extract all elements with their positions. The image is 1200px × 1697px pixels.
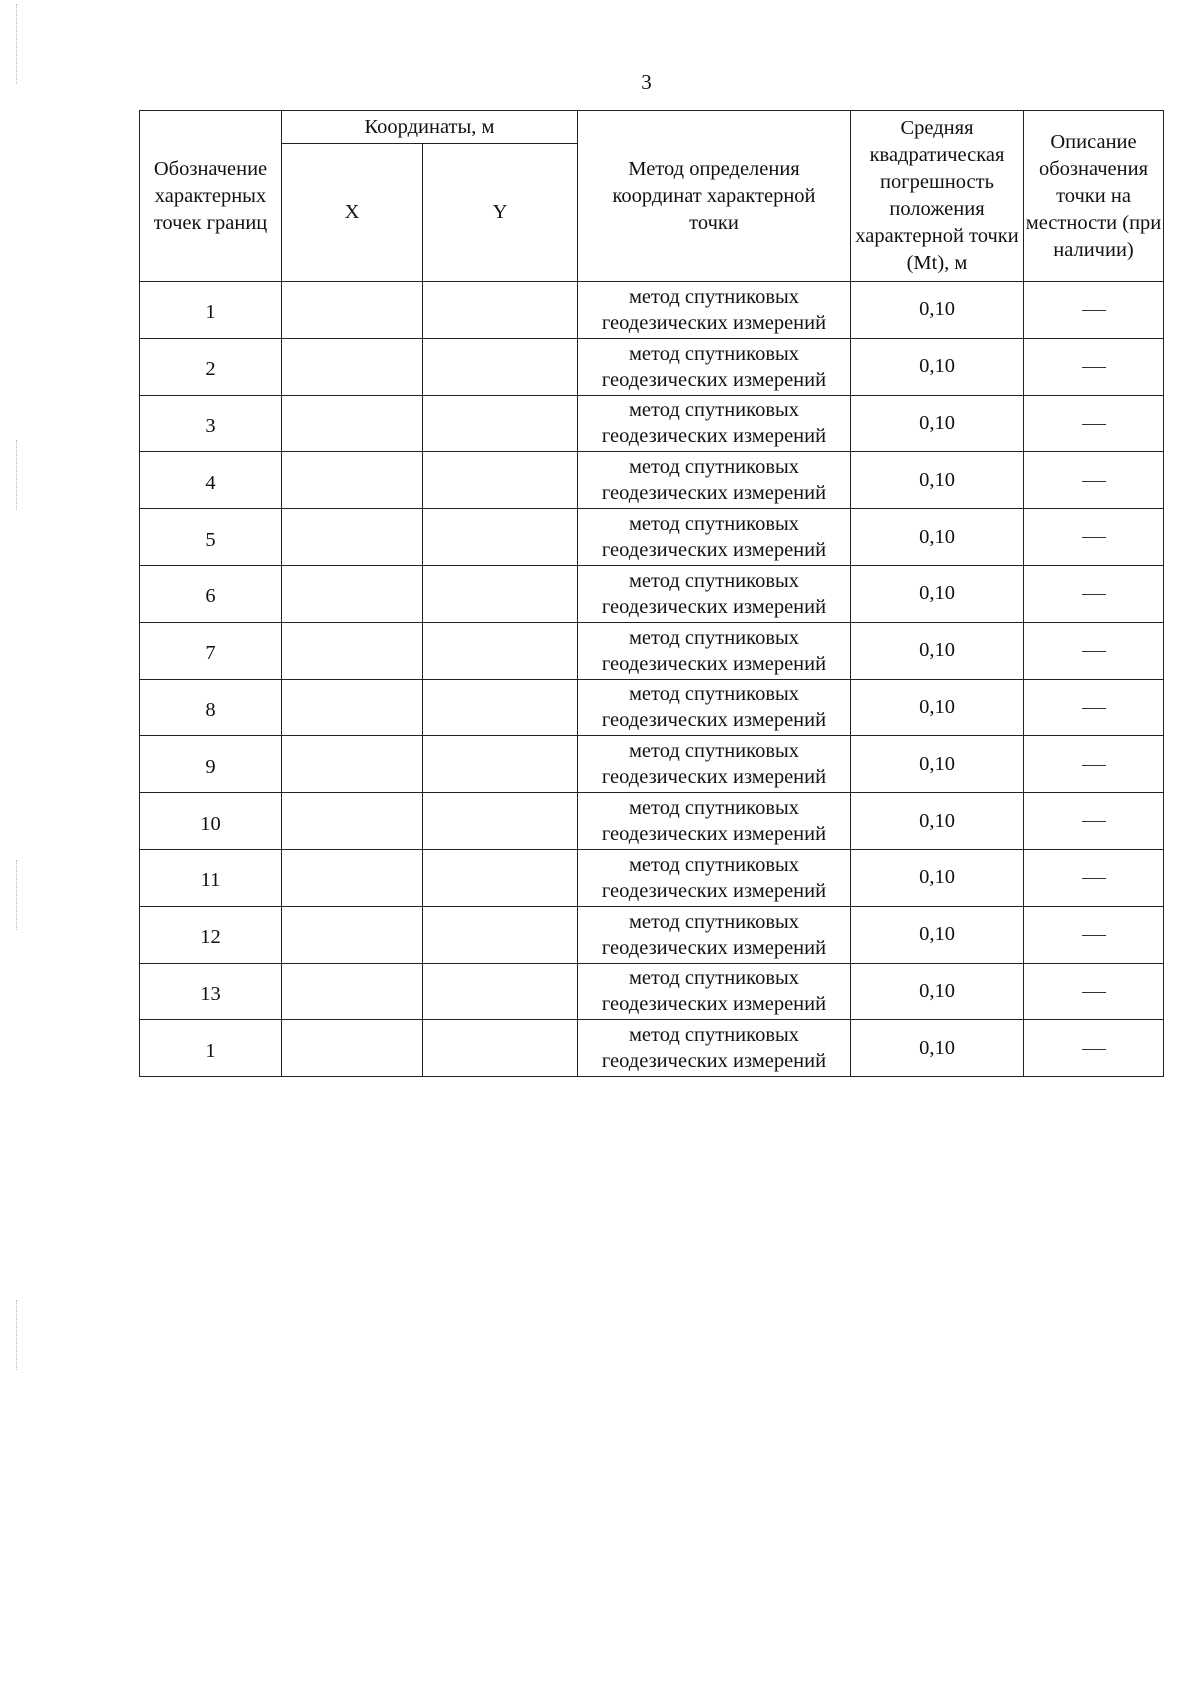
cell-x bbox=[282, 565, 423, 622]
cell-point: 11 bbox=[140, 849, 282, 906]
cell-error: 0,10 bbox=[851, 679, 1024, 736]
cell-error: 0,10 bbox=[851, 509, 1024, 566]
cell-y bbox=[423, 395, 578, 452]
scan-artifact-lower bbox=[16, 1300, 19, 1370]
cell-x bbox=[282, 338, 423, 395]
table-row bbox=[140, 565, 1164, 622]
cell-error: 0,10 bbox=[851, 565, 1024, 622]
cell-y bbox=[423, 565, 578, 622]
dash-mark bbox=[1082, 935, 1106, 936]
table-row bbox=[140, 282, 1164, 339]
cell-description bbox=[1024, 395, 1164, 452]
header-coordinates: Координаты, м bbox=[282, 111, 578, 144]
dash-mark bbox=[1082, 537, 1106, 538]
dash-mark bbox=[1082, 821, 1106, 822]
cell-x bbox=[282, 1020, 423, 1077]
cell-x bbox=[282, 622, 423, 679]
cell-point: 4 bbox=[140, 452, 282, 509]
cell-method: метод спутниковых геодезических измерений bbox=[578, 736, 851, 793]
header-method: Метод определения координат характерной точки bbox=[578, 111, 851, 282]
page-number: 3 bbox=[641, 70, 652, 94]
cell-y bbox=[423, 679, 578, 736]
cell-x bbox=[282, 679, 423, 736]
cell-error: 0,10 bbox=[851, 849, 1024, 906]
header-y: Y bbox=[423, 144, 578, 282]
cell-error: 0,10 bbox=[851, 736, 1024, 793]
cell-point: 1 bbox=[140, 282, 282, 339]
cell-error: 0,10 bbox=[851, 622, 1024, 679]
cell-method: метод спутниковых геодезических измерений bbox=[578, 338, 851, 395]
cell-x bbox=[282, 736, 423, 793]
cell-description bbox=[1024, 849, 1164, 906]
dash-mark bbox=[1082, 1049, 1106, 1050]
table-row bbox=[140, 679, 1164, 736]
cell-method: метод спутниковых геодезических измерений bbox=[578, 849, 851, 906]
cell-description bbox=[1024, 565, 1164, 622]
coordinates-table bbox=[139, 110, 1164, 1077]
cell-method: метод спутниковых геодезических измерений bbox=[578, 906, 851, 963]
cell-point: 13 bbox=[140, 963, 282, 1020]
cell-point: 2 bbox=[140, 338, 282, 395]
cell-x bbox=[282, 509, 423, 566]
cell-point: 10 bbox=[140, 793, 282, 850]
dash-mark bbox=[1082, 367, 1106, 368]
table-row bbox=[140, 1020, 1164, 1077]
scan-artifact-upper bbox=[16, 440, 19, 510]
cell-method: метод спутниковых геодезических измерений bbox=[578, 282, 851, 339]
cell-error: 0,10 bbox=[851, 452, 1024, 509]
cell-description bbox=[1024, 1020, 1164, 1077]
table-row bbox=[140, 452, 1164, 509]
table-header bbox=[140, 111, 1164, 282]
dash-mark bbox=[1082, 310, 1106, 311]
cell-y bbox=[423, 338, 578, 395]
dash-mark bbox=[1082, 481, 1106, 482]
cell-method: метод спутниковых геодезических измерений bbox=[578, 793, 851, 850]
cell-x bbox=[282, 963, 423, 1020]
cell-description bbox=[1024, 963, 1164, 1020]
dash-mark bbox=[1082, 765, 1106, 766]
cell-description bbox=[1024, 736, 1164, 793]
table-row bbox=[140, 906, 1164, 963]
cell-description bbox=[1024, 793, 1164, 850]
cell-description bbox=[1024, 509, 1164, 566]
cell-point: 1 bbox=[140, 1020, 282, 1077]
cell-method: метод спутниковых геодезических измерений bbox=[578, 963, 851, 1020]
cell-x bbox=[282, 395, 423, 452]
cell-x bbox=[282, 452, 423, 509]
dash-mark bbox=[1082, 992, 1106, 993]
cell-method: метод спутниковых геодезических измерений bbox=[578, 679, 851, 736]
cell-description bbox=[1024, 679, 1164, 736]
cell-x bbox=[282, 793, 423, 850]
cell-method: метод спутниковых геодезических измерений bbox=[578, 509, 851, 566]
table-row bbox=[140, 736, 1164, 793]
dash-mark bbox=[1082, 424, 1106, 425]
cell-error: 0,10 bbox=[851, 906, 1024, 963]
coordinates-table-container bbox=[139, 110, 1164, 1077]
cell-y bbox=[423, 1020, 578, 1077]
table-row bbox=[140, 338, 1164, 395]
cell-x bbox=[282, 906, 423, 963]
cell-error: 0,10 bbox=[851, 338, 1024, 395]
cell-y bbox=[423, 452, 578, 509]
dash-mark bbox=[1082, 594, 1106, 595]
cell-method: метод спутниковых геодезических измерений bbox=[578, 395, 851, 452]
table-row bbox=[140, 395, 1164, 452]
cell-error: 0,10 bbox=[851, 793, 1024, 850]
cell-description bbox=[1024, 906, 1164, 963]
cell-y bbox=[423, 793, 578, 850]
cell-description bbox=[1024, 452, 1164, 509]
cell-point: 9 bbox=[140, 736, 282, 793]
table-row bbox=[140, 963, 1164, 1020]
table-row bbox=[140, 509, 1164, 566]
cell-point: 6 bbox=[140, 565, 282, 622]
dash-mark bbox=[1082, 878, 1106, 879]
cell-point: 12 bbox=[140, 906, 282, 963]
header-error: Средняя квадратическая погрешность положения характерной точки (Mt), м bbox=[851, 111, 1024, 282]
scan-artifact-middle bbox=[16, 860, 19, 930]
cell-x bbox=[282, 849, 423, 906]
cell-method: метод спутниковых геодезических измерений bbox=[578, 622, 851, 679]
cell-method: метод спутниковых геодезических измерений bbox=[578, 565, 851, 622]
cell-description bbox=[1024, 282, 1164, 339]
cell-error: 0,10 bbox=[851, 282, 1024, 339]
cell-description bbox=[1024, 622, 1164, 679]
table-body bbox=[140, 282, 1164, 1077]
header-x: X bbox=[282, 144, 423, 282]
header-point: Обозначение характерных точек границ bbox=[140, 111, 282, 282]
cell-y bbox=[423, 509, 578, 566]
dash-mark bbox=[1082, 651, 1106, 652]
cell-error: 0,10 bbox=[851, 395, 1024, 452]
cell-error: 0,10 bbox=[851, 963, 1024, 1020]
table-row bbox=[140, 849, 1164, 906]
cell-point: 7 bbox=[140, 622, 282, 679]
cell-point: 8 bbox=[140, 679, 282, 736]
cell-x bbox=[282, 282, 423, 339]
cell-error: 0,10 bbox=[851, 1020, 1024, 1077]
cell-description bbox=[1024, 338, 1164, 395]
cell-y bbox=[423, 622, 578, 679]
cell-y bbox=[423, 849, 578, 906]
cell-method: метод спутниковых геодезических измерений bbox=[578, 1020, 851, 1077]
cell-point: 3 bbox=[140, 395, 282, 452]
dash-mark bbox=[1082, 708, 1106, 709]
table-row bbox=[140, 793, 1164, 850]
cell-y bbox=[423, 736, 578, 793]
cell-method: метод спутниковых геодезических измерений bbox=[578, 452, 851, 509]
cell-point: 5 bbox=[140, 509, 282, 566]
table-row bbox=[140, 622, 1164, 679]
header-description: Описание обозначения точки на местности (при наличии) bbox=[1024, 111, 1164, 282]
cell-y bbox=[423, 282, 578, 339]
cell-y bbox=[423, 963, 578, 1020]
cell-y bbox=[423, 906, 578, 963]
